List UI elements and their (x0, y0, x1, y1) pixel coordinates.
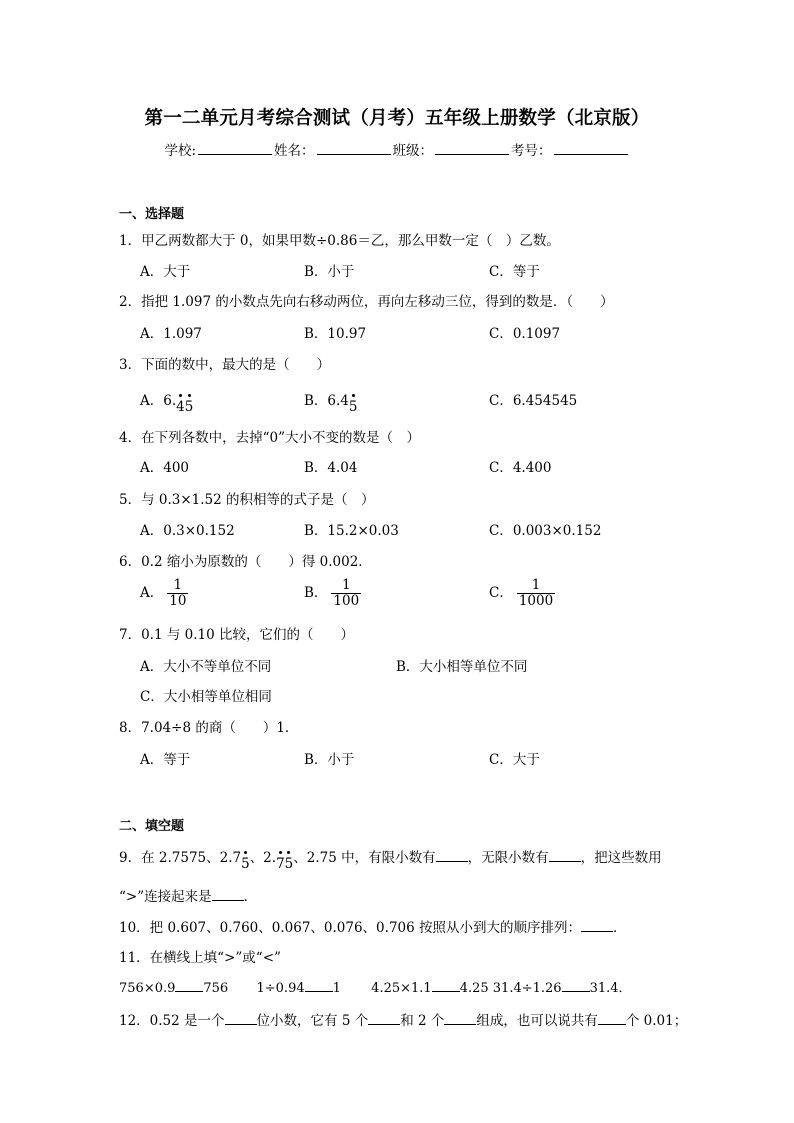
q10-blank[interactable] (581, 918, 613, 932)
student-info-line (0, 139, 794, 159)
q9-blank-infinite[interactable] (549, 848, 581, 862)
q3-b-repeating-digit: 5 (348, 399, 358, 415)
q1-option-a[interactable]: A．大于 (140, 264, 191, 280)
page-title: 第一二单元月考综合测试（月考）五年级上册数学（北京版） (144, 108, 650, 129)
q11-expr-2b: 1 (332, 981, 341, 996)
question-12 (119, 1009, 687, 1029)
q11-expr-1: 756×0.9 (119, 981, 176, 996)
question-11-expressions (119, 977, 632, 996)
q6-option-a[interactable] (140, 578, 188, 609)
q6-a-denominator: 10 (169, 593, 187, 609)
question-2: 2．指把 1.097 的小数点先向右移动两位，再向左移动三位，得到的数是．（ ） (119, 294, 614, 310)
q9-line2-end: ． (243, 889, 258, 905)
q8-option-a[interactable]: A．等于 (140, 752, 191, 768)
q5-option-b[interactable]: B．15.2×0.03 (304, 523, 399, 539)
question-9-line-2 (119, 885, 257, 905)
question-3: 3．下面的数中，最大的是（ ） (119, 357, 331, 373)
q11-expr-4: 31.4÷1.26 (492, 981, 562, 996)
q12-blank-3[interactable] (444, 1011, 476, 1025)
q10-end: ． (613, 920, 627, 936)
q6-c-label: C． (489, 585, 513, 601)
question-7: 7．0.1 与 0.10 比较，它们的（ ） (119, 627, 354, 643)
question-9 (119, 846, 662, 872)
q2-option-b[interactable]: B．10.97 (304, 326, 367, 342)
q11-expr-3b: 4.25 (459, 981, 489, 996)
school-blank[interactable] (198, 140, 272, 155)
q5-option-a[interactable]: A．0.3×0.152 (140, 523, 235, 539)
q11-expr-4b: 31.4． (589, 981, 632, 996)
q3-option-b[interactable] (304, 389, 358, 415)
q9-blank-finite[interactable] (436, 848, 468, 862)
q9-part-3: 、2.75 中，有限小数有 (293, 850, 436, 866)
q12-blank-4[interactable] (598, 1011, 626, 1025)
name-blank[interactable] (317, 140, 391, 155)
question-11: 11．在横线上填“>”或“<” (119, 950, 281, 966)
question-8: 8．7.04÷8 的商（ ）1． (119, 720, 299, 736)
q9-repeating-digit-b2: 5 (284, 856, 294, 872)
q6-b-label: B． (304, 585, 328, 601)
class-blank[interactable] (435, 140, 509, 155)
q1-option-b[interactable]: B．小于 (304, 264, 355, 280)
name-label: 姓名： (274, 143, 315, 159)
q11-expr-3: 4.25×1.1 (371, 981, 432, 996)
q3-option-a[interactable] (140, 389, 194, 415)
q3-a-prefix: A．6. (140, 393, 177, 409)
q11-blank-2[interactable] (305, 978, 333, 992)
question-1: 1．甲乙两数都大于 0，如果甲数÷0.86＝乙，那么甲数一定（ ）乙数。 (119, 233, 560, 249)
q3-a-repeating-digit-1: 4 (176, 399, 185, 415)
q6-b-numerator: 1 (342, 577, 351, 593)
q6-option-b[interactable] (304, 578, 361, 609)
q6-c-denominator: 1000 (518, 593, 554, 609)
q11-blank-3[interactable] (432, 978, 460, 992)
q6-a-numerator: 1 (173, 577, 183, 593)
q6-c-numerator: 1 (531, 577, 541, 593)
q12-blank-1[interactable] (225, 1011, 257, 1025)
class-label: 班级： (392, 143, 434, 159)
q12-part-3: 和 2 个 (400, 1013, 445, 1029)
school-label: 学校: (164, 143, 197, 159)
question-5: 5．与 0.3×1.52 的积相等的式子是（ ） (119, 492, 375, 508)
q6-b-fraction (331, 578, 361, 609)
section-heading-fill: 二、填空题 (119, 819, 185, 834)
q3-a-repeating-digit-2: 5 (184, 399, 194, 415)
q8-option-c[interactable]: C．大于 (489, 752, 540, 768)
q7-option-c[interactable]: C．大小相等单位相同 (140, 689, 272, 705)
q7-option-b[interactable]: B．大小相等单位不同 (396, 659, 528, 675)
q6-c-fraction (517, 578, 555, 609)
q4-option-c[interactable]: C．4.400 (489, 460, 552, 476)
q12-part-2: 位小数，它有 5 个 (256, 1013, 369, 1029)
question-6: 6．0.2 缩小为原数的（ ）得 0.002． (119, 554, 372, 570)
q2-option-c[interactable]: C．0.1097 (489, 326, 561, 342)
q9-part-4: ，无限小数有 (467, 850, 549, 866)
q9-part-5: ，把这些数用 (580, 850, 662, 866)
q12-part-5: 个 0.01； (625, 1013, 688, 1029)
exam-no-label: 考号： (511, 143, 552, 159)
q2-option-a[interactable]: A．1.097 (140, 326, 202, 342)
question-10 (119, 916, 627, 936)
q4-option-b[interactable]: B．4.04 (304, 460, 358, 476)
q6-b-denominator: 100 (333, 593, 360, 609)
q11-blank-1[interactable] (175, 978, 203, 992)
q1-option-c[interactable]: C．等于 (489, 264, 540, 280)
q6-option-c[interactable] (489, 578, 555, 609)
section-heading-choice: 一、选择题 (119, 207, 185, 222)
q9-repeating-digit-a: 5 (241, 856, 250, 872)
q8-option-b[interactable]: B．小于 (304, 752, 355, 768)
q9-line2-text: “>”连接起来是 (119, 889, 212, 905)
q4-option-a[interactable]: A．400 (140, 460, 190, 476)
q12-part-1: 12．0.52 是一个 (119, 1013, 225, 1029)
q9-part-2: 、2. (249, 850, 277, 866)
q12-part-4: 组成，也可以说共有 (476, 1013, 598, 1029)
q6-a-fraction (167, 578, 188, 609)
q3-b-prefix: B．6.4 (304, 393, 349, 409)
q5-option-c[interactable]: C．0.003×0.152 (489, 523, 602, 539)
question-4: 4．在下列各数中，去掉“0”大小不变的数是（ ） (119, 430, 420, 446)
q6-a-label: A． (140, 585, 164, 601)
q10-text: 10．把 0.607、0.760、0.067、0.076、0.706 按照从小到大的顺序排列： (119, 920, 581, 936)
q11-blank-4[interactable] (562, 978, 590, 992)
exam-no-blank[interactable] (554, 140, 628, 155)
q9-part-1: 9．在 2.7575、2.7 (119, 850, 242, 866)
q11-expr-1b: 756 (203, 981, 229, 996)
q11-expr-2: 1÷0.94 (256, 981, 305, 996)
q7-option-a[interactable]: A．大小不等单位不同 (140, 659, 272, 675)
q9-blank-order[interactable] (212, 887, 244, 901)
q12-blank-2[interactable] (368, 1011, 400, 1025)
q3-option-c[interactable]: C．6.454545 (489, 393, 578, 409)
q9-repeating-digit-b1: 7 (276, 856, 285, 872)
